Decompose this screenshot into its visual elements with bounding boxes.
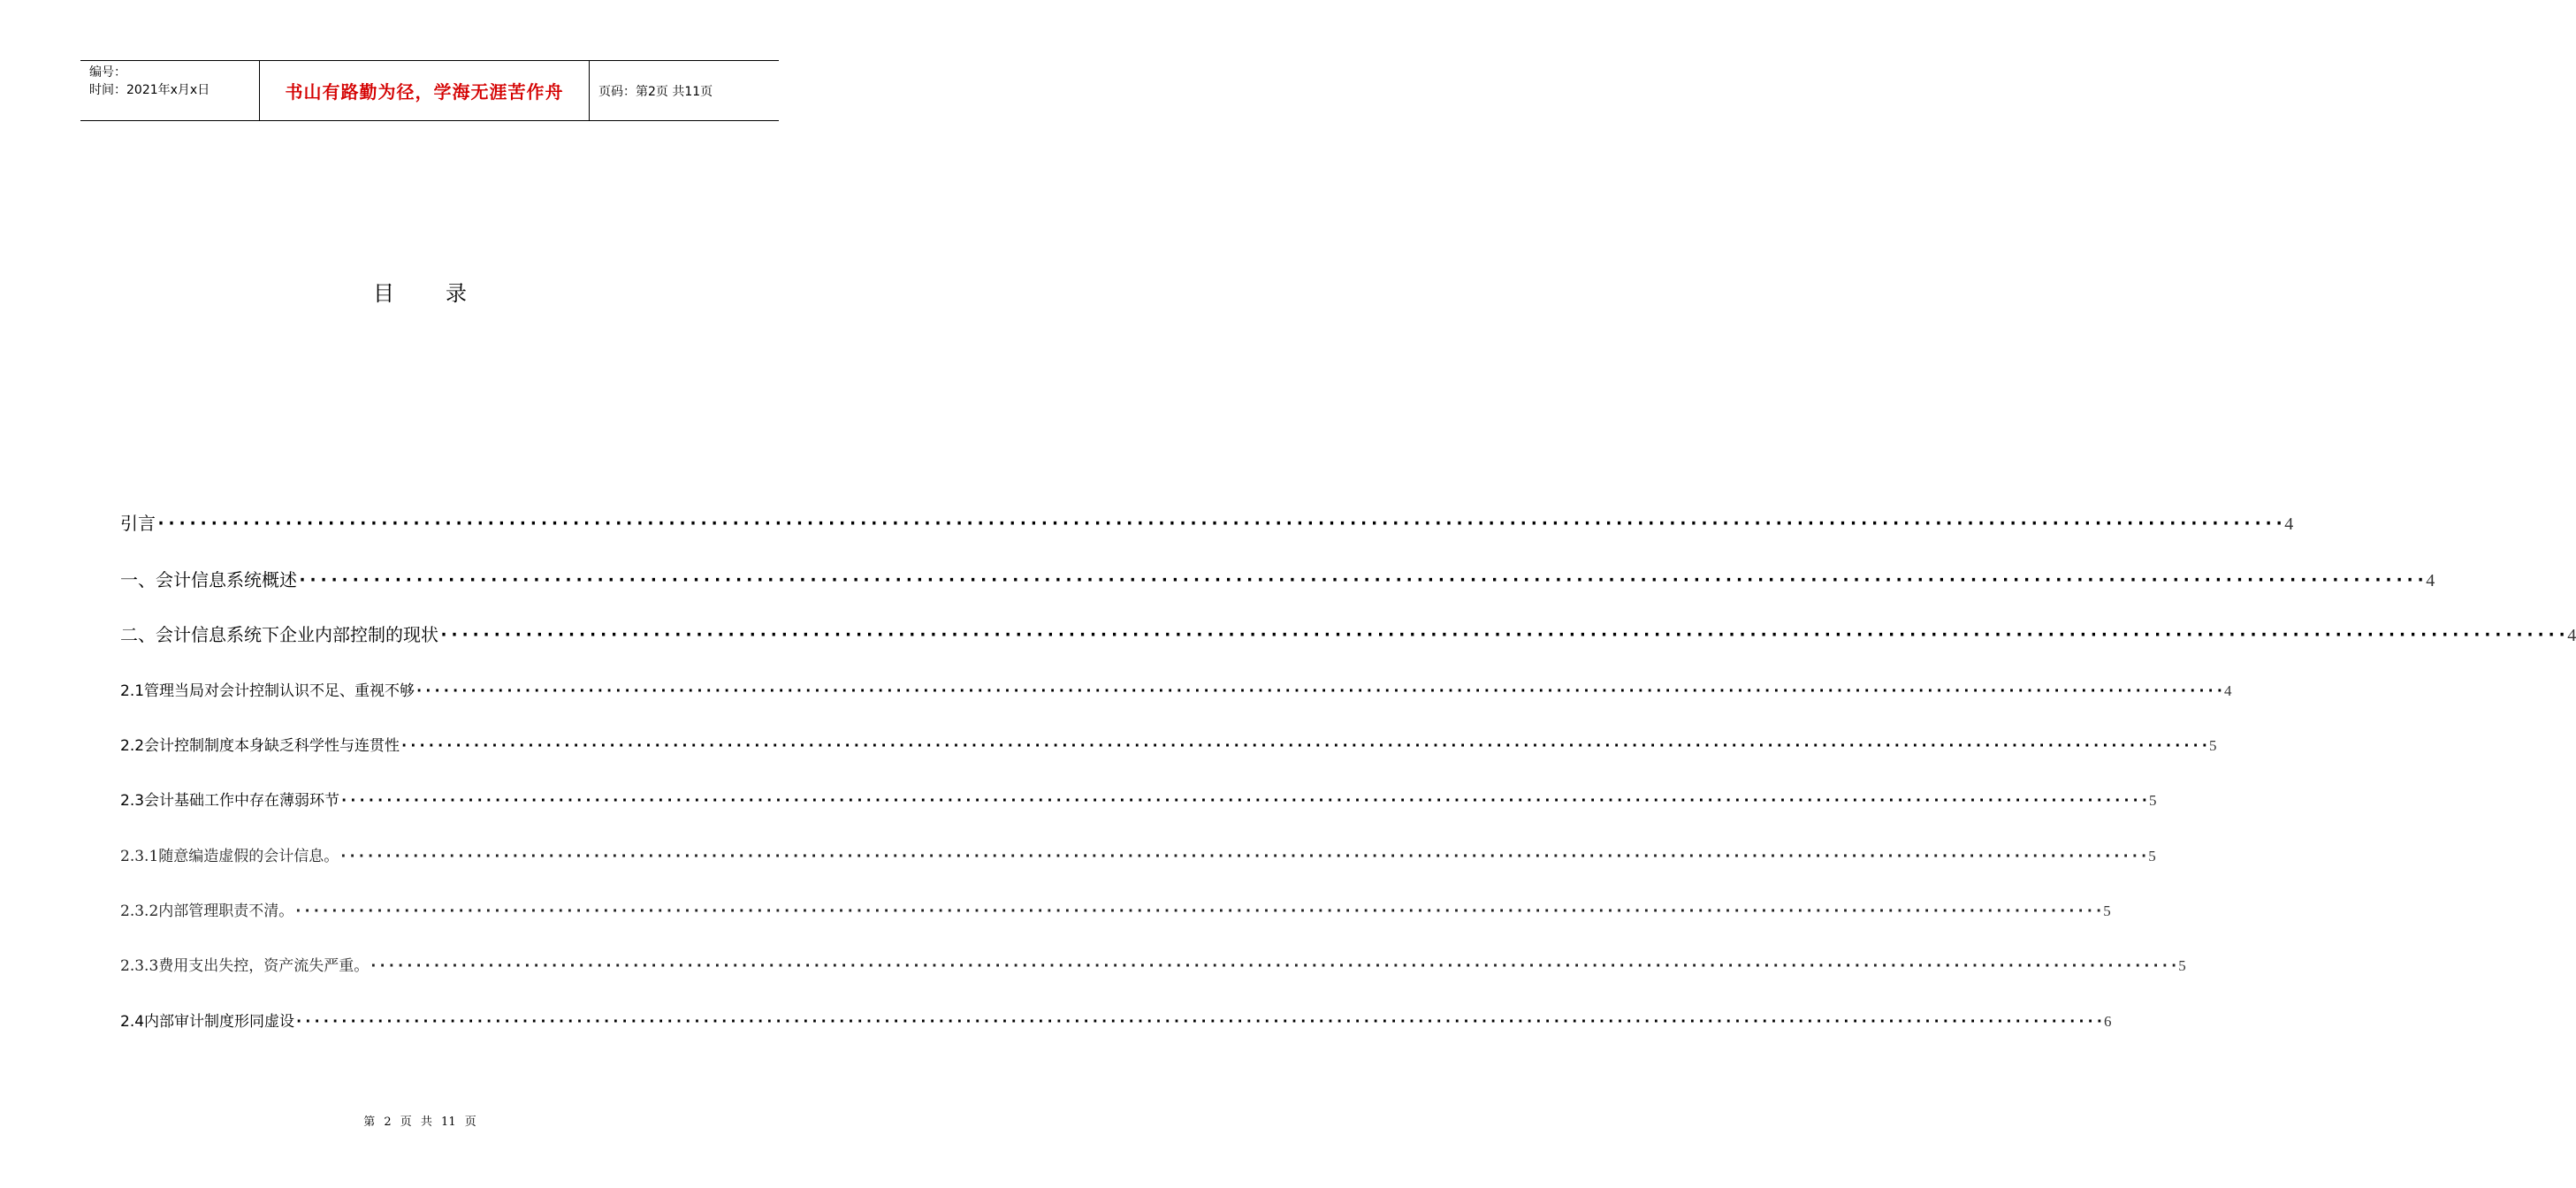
toc-page-number: 5 — [2178, 957, 2186, 974]
toc-entry-intro[interactable] — [120, 509, 2294, 535]
toc-page-number: 5 — [2148, 848, 2156, 864]
page-header — [80, 60, 779, 121]
toc-page-number: 4 — [2284, 514, 2294, 534]
toc-entry-text: 2.3.1随意编造虚假的会计信息。 — [120, 848, 339, 865]
toc-page-number: 5 — [2103, 902, 2111, 919]
toc-leader-dots: ········································································································································································································ — [438, 624, 2568, 645]
toc-entry-text: 2.3.2内部管理职责不清。 — [120, 902, 294, 920]
toc-leader-dots: ········································································································································································································ — [415, 682, 2225, 700]
toc-entry-2-2[interactable] — [120, 733, 2217, 755]
toc-leader-dots: ········································································································································································································ — [156, 513, 2285, 534]
toc-entry-text: 二、会计信息系统下企业内部控制的现状 — [120, 624, 438, 645]
toc-entry-text: 2.2会计控制制度本身缺乏科学性与连贯性 — [120, 737, 400, 755]
toc-title: 目录 — [373, 281, 518, 306]
time-label: 时间：2021年x月x日 — [89, 83, 210, 97]
toc-page-number: 4 — [2567, 626, 2576, 645]
toc-entry-text: 2.3.3费用支出失控，资产流失严重。 — [120, 957, 370, 975]
toc-leader-dots: ········································································································································································································ — [369, 957, 2179, 975]
header-meta-cell — [80, 61, 259, 120]
toc-leader-dots: ········································································································································································································ — [339, 792, 2150, 810]
toc-page-number: 5 — [2149, 792, 2157, 809]
page-info: 页码：第2页 共11页 — [598, 84, 713, 99]
toc-entry-2-3-3[interactable] — [120, 953, 2186, 975]
toc-page-number: 5 — [2209, 737, 2217, 754]
toc-page-number: 4 — [2426, 571, 2435, 590]
toc-entry-2-4[interactable] — [120, 1009, 2112, 1031]
number-label: 编号： — [89, 65, 126, 80]
toc-entry-2-3[interactable] — [120, 788, 2157, 810]
motto-text: 书山有路勤为径，学海无涯苦作舟 — [285, 81, 564, 103]
toc-leader-dots: ········································································································································································································ — [294, 1013, 2105, 1031]
toc-entry-section-2[interactable] — [120, 621, 2576, 646]
toc-entry-section-1[interactable] — [120, 566, 2435, 591]
toc-entry-text: 引言 — [120, 513, 156, 534]
toc-entry-2-3-1[interactable] — [120, 843, 2156, 865]
toc-entry-text: 2.1管理当局对会计控制认识不足、重视不够 — [120, 682, 415, 700]
toc-entry-text: 一、会计信息系统概述 — [120, 569, 297, 590]
toc-leader-dots: ········································································································································································································ — [400, 737, 2210, 755]
toc-leader-dots: ········································································································································································································ — [339, 848, 2149, 865]
toc-page-number: 6 — [2104, 1013, 2112, 1030]
toc-leader-dots: ········································································································································································································ — [297, 569, 2427, 590]
toc-entry-text: 2.4内部审计制度形同虚设 — [120, 1013, 295, 1031]
toc-leader-dots: ········································································································································································································ — [293, 902, 2104, 920]
toc-page-number: 4 — [2224, 682, 2232, 699]
header-page-cell — [590, 61, 779, 120]
header-motto-cell — [259, 61, 590, 120]
toc-entry-2-1[interactable] — [120, 678, 2232, 700]
page-footer: 第 2 页 共 11 页 — [363, 1116, 476, 1129]
toc-entry-2-3-2[interactable] — [120, 898, 2111, 920]
toc-entry-text: 2.3会计基础工作中存在薄弱环节 — [120, 792, 340, 810]
